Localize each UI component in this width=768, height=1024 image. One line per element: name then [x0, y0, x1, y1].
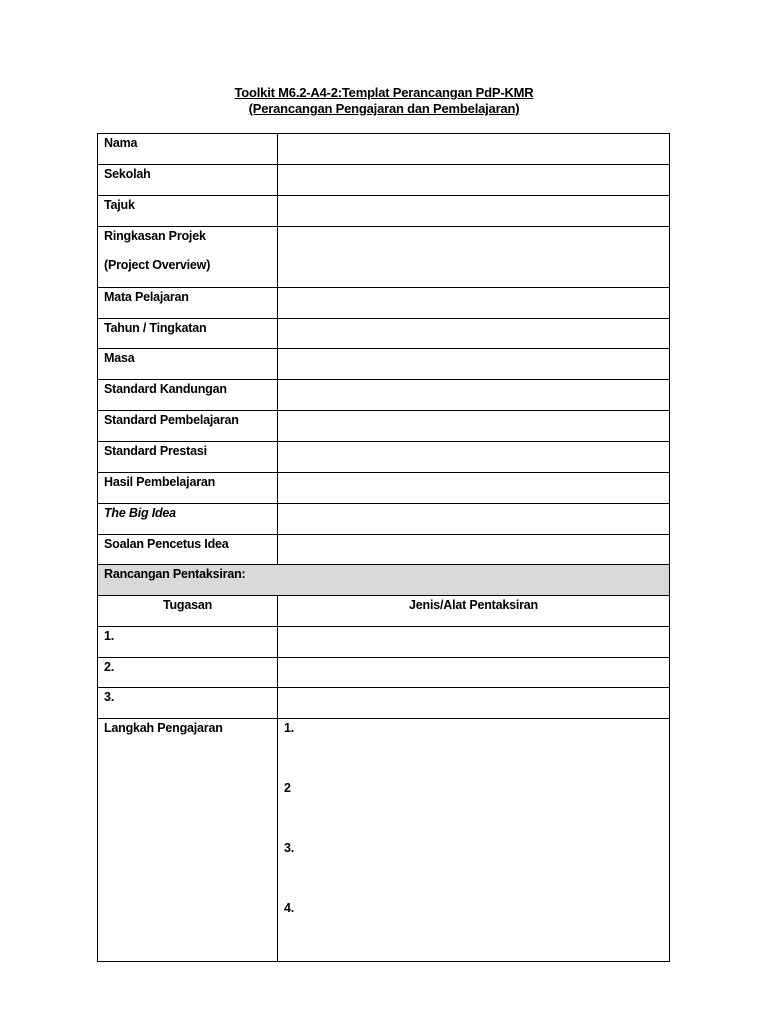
- field-jenis-3[interactable]: [278, 688, 670, 719]
- row-tugasan-2: [98, 658, 670, 688]
- row-tajuk: [98, 196, 670, 227]
- row-mata-pelajaran: [98, 288, 670, 319]
- label-masa: Masa: [98, 349, 278, 380]
- row-tugasan-3: [98, 688, 670, 719]
- row-rancangan-pentaksiran: [98, 565, 670, 596]
- row-standard-prestasi: [98, 442, 670, 473]
- step-number: 3.: [284, 841, 295, 855]
- row-masa: [98, 349, 670, 380]
- row-tugasan-1: [98, 627, 670, 658]
- label-mata-pelajaran: Mata Pelajaran: [98, 288, 278, 319]
- label-ringkasan: [98, 227, 278, 288]
- row-hasil-pembelajaran: [98, 473, 670, 504]
- row-nama: [98, 134, 670, 165]
- field-tahun[interactable]: [278, 319, 670, 349]
- step-number: 2: [284, 781, 291, 795]
- row-ringkasan: [98, 227, 670, 288]
- tugasan-number: 1.: [98, 627, 278, 658]
- label-hasil-pembelajaran: Hasil Pembelajaran: [98, 473, 278, 504]
- row-standard-pembelajaran: [98, 411, 670, 442]
- label-tajuk: Tajuk: [98, 196, 278, 227]
- row-big-idea: [98, 504, 670, 535]
- label-ringkasan-en: (Project Overview): [104, 258, 211, 272]
- field-tajuk[interactable]: [278, 196, 670, 227]
- label-standard-pembelajaran: Standard Pembelajaran: [98, 411, 278, 442]
- tugasan-number: 2.: [98, 658, 278, 688]
- field-nama[interactable]: [278, 134, 670, 165]
- label-soalan-pencetus: Soalan Pencetus Idea: [98, 535, 278, 565]
- field-sekolah[interactable]: [278, 165, 670, 196]
- header-tugasan: Tugasan: [98, 596, 278, 627]
- label-tahun: Tahun / Tingkatan: [98, 319, 278, 349]
- field-standard-pembelajaran[interactable]: [278, 411, 670, 442]
- step-number: 4.: [284, 901, 295, 915]
- field-ringkasan[interactable]: [278, 227, 670, 288]
- field-hasil-pembelajaran[interactable]: [278, 473, 670, 504]
- field-jenis-1[interactable]: [278, 627, 670, 658]
- title-line-1: Toolkit M6.2-A4-2:Templat Perancangan PdP-KMR: [234, 85, 534, 100]
- label-sekolah: Sekolah: [98, 165, 278, 196]
- row-tahun: [98, 319, 670, 349]
- label-nama: Nama: [98, 134, 278, 165]
- field-big-idea[interactable]: [278, 504, 670, 535]
- field-langkah-pengajaran[interactable]: [278, 719, 670, 962]
- section-rancangan-pentaksiran: Rancangan Pentaksiran:: [98, 565, 670, 596]
- field-soalan-pencetus[interactable]: [278, 535, 670, 565]
- tugasan-number: 3.: [98, 688, 278, 719]
- row-langkah-pengajaran: [98, 719, 670, 962]
- field-standard-prestasi[interactable]: [278, 442, 670, 473]
- label-standard-kandungan: Standard Kandungan: [98, 380, 278, 411]
- row-soalan-pencetus: [98, 535, 670, 565]
- field-jenis-2[interactable]: [278, 658, 670, 688]
- label-standard-prestasi: Standard Prestasi: [98, 442, 278, 473]
- field-mata-pelajaran[interactable]: [278, 288, 670, 319]
- row-standard-kandungan: [98, 380, 670, 411]
- field-masa[interactable]: [278, 349, 670, 380]
- step-number: 1.: [284, 721, 295, 735]
- field-standard-kandungan[interactable]: [278, 380, 670, 411]
- label-big-idea: The Big Idea: [98, 504, 278, 535]
- header-jenis-alat: Jenis/Alat Pentaksiran: [278, 596, 670, 627]
- label-langkah-pengajaran: Langkah Pengajaran: [98, 719, 278, 962]
- document-title: [0, 85, 768, 117]
- row-assessment-header: [98, 596, 670, 627]
- planning-form-table: [97, 133, 670, 962]
- title-line-2: (Perancangan Pengajaran dan Pembelajaran): [248, 101, 520, 116]
- row-sekolah: [98, 165, 670, 196]
- label-ringkasan-ms: Ringkasan Projek: [104, 229, 206, 243]
